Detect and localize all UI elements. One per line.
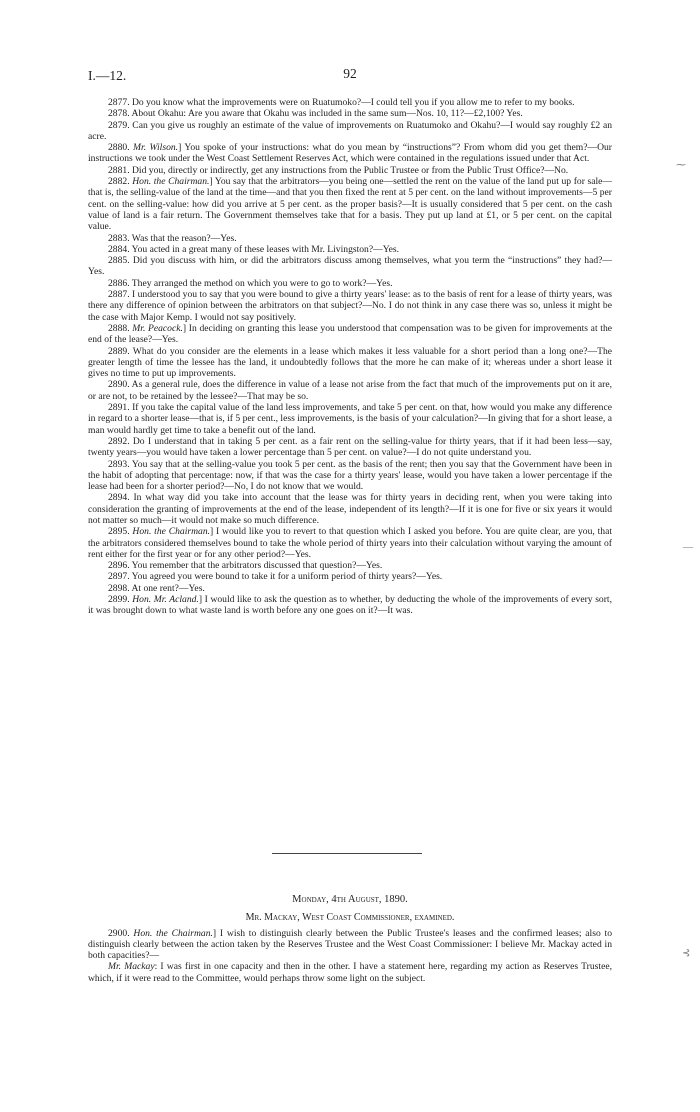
- qa-paragraph: 2885. Did you discuss with him, or did the arbitrators discuss among themselves, what you term the “instructions” they had?—Yes.: [88, 255, 612, 278]
- qa-paragraph: 2895. Hon. the Chairman.] I would like you to revert to that question which I asked you before. You are quite clear, are you, that the arbitrators considered themselves bound to take the whole period of thirty years into their calculation without varying the amount of rent either for the first year or for any other period?—Yes.: [88, 526, 612, 560]
- qa-paragraph: 2896. You remember that the arbitrators discussed that question?—Yes.: [108, 560, 383, 572]
- speaker-name: Mr. Peacock.: [132, 322, 183, 334]
- qa-paragraph: 2888. Mr. Peacock.] In deciding on granting this lease you understood that compensation was to be given for improvements at the end of the lease?—Yes.: [88, 322, 613, 346]
- qa-paragraph: 2883. Was that the reason?—Yes.: [108, 232, 237, 244]
- qa-paragraph: 2879. Can you give us roughly an estimate of the value of improvements on Ruatumoko and Okahu?—I would say roughly £2 an acre.: [88, 119, 612, 142]
- qa-paragraph: 2880. Mr. Wilson.] You spoke of your instructions: what do you mean by “instructions”? From whom did you get them?—Our instructions we took under the West Coast Settlement Reserves Act, which were contained in the regulations issued under that Act.: [88, 142, 613, 165]
- speaker-name: Mr. Mackay: [108, 961, 155, 973]
- running-head-left: I.—12.: [88, 68, 127, 83]
- qa-paragraph: 2899. Hon. Mr. Acland.] I would like to ask the question as to whether, by deducting the whole of the improvements of every sort, it was brought down to what waste land is worth before any one goes on it?—It was.: [88, 594, 612, 617]
- qa-paragraph: 2886. They arranged the method on which you were to go to work?—Yes.: [108, 277, 393, 289]
- new-session-section: [88, 894, 612, 984]
- speaker-name: Hon. the Chairman.: [132, 526, 211, 538]
- speaker-name: Hon. the Chairman.: [132, 176, 210, 188]
- session-body: [88, 928, 612, 984]
- margin-mark-middle: —: [683, 542, 693, 553]
- qa-paragraph: 2890. As a general rule, does the difference in value of a lease not arise from the fact that much of the improvements put on it are, or are not, to be retained by the lessee?—That may be so.: [88, 379, 612, 402]
- qa-paragraph: 2877. Do you know what the improvements were on Ruatumoko?—I could tell you if you allow me to refer to my books.: [108, 97, 575, 108]
- margin-mark-top: ⁓: [676, 160, 686, 171]
- qa-paragraph: 2892. Do I understand that in taking 5 per cent. as a fair rent on the selling-value for thirty years, that if it had been less—say, twenty years—you would have taken a lower percentage than 5 per cent. on value?—I do not quite understand you.: [88, 435, 612, 459]
- qa-paragraph: 2894. In what way did you take into account that the lease was for thirty years in deciding rent, when you were taking into consideration the granting of improvements at the end of the lease, independent of its length?—If it is one for five or six years it would not matter so much—it would not make so much difference.: [88, 492, 612, 526]
- qa-paragraph: 2891. If you take the capital value of the land less improvements, and take 5 per cent. on that, how would you make any difference in regard to a shorter lease—that is, if 5 per cent., less improvements, is the basis of your calculation?—In giving that for a short lease, a man would hardly get time to take a benefit out of the land.: [88, 402, 612, 436]
- speaker-name: Hon. Mr. Acland.: [132, 594, 199, 606]
- question-answer-body: [88, 97, 612, 617]
- qa-paragraph: Mr. Mackay: I was first in one capacity and then in the other. I have a statement here, regarding my action as Reserves Trustee, which, if it were read to the Committee, would perhaps throw some light on the subject.: [88, 961, 612, 984]
- qa-paragraph: 2887. I understood you to say that you were bound to give a thirty years' lease: as to the basis of rent for a lease of thirty years, was there any difference of opinion between the arbitrators on that subject?—No. I do not think in any case there was so, unless it might be the case with Major Kemp. I would not say positively.: [88, 289, 612, 323]
- speaker-name: Hon. the Chairman.: [133, 927, 213, 939]
- session-date: Monday, 4th August, 1890.: [292, 894, 408, 905]
- qa-paragraph: 2882. Hon. the Chairman.] You say that the arbitrators—you being one—settled the rent on the value of the land put up for sale—that is, the selling-value of the land at the time—and that you then fixed the rent at 5 per cent. on the land without improvements—5 per cent. on the selling-value: how did you arrive at 5 per cent. as the proper basis?—It is usually considered that 5 per cent. on the cash value of land is a fair return. The Government themselves take that for a basis. They put up land at £1, or 5 per cent. on the capital value.: [88, 176, 613, 233]
- qa-paragraph: 2897. You agreed you were bound to take it for a uniform period of thirty years?—Yes.: [108, 571, 443, 583]
- section-divider-rule: [272, 853, 422, 854]
- qa-paragraph: 2878. About Okahu: Are you aware that Okahu was included in the same sum—Nos. 10, 11?—£2,100? Yes.: [108, 108, 523, 120]
- qa-paragraph: 2881. Did you, directly or indirectly, get any instructions from the Public Trustee or from the Public Trust Office?—No.: [108, 164, 569, 176]
- qa-paragraph: 2884. You acted in a great many of these leases with Mr. Livingston?—Yes.: [108, 243, 400, 255]
- witness-line: Mr. Mackay, West Coast Commissioner, examined.: [245, 912, 455, 924]
- margin-mark-bottom: ⊰: [682, 948, 691, 959]
- qa-paragraph: 2900. Hon. the Chairman.] I wish to distinguish clearly between the Public Trustee's leases and the confirmed leases; also to distinguish clearly between the action taken by the Reserves Trustee and the West Coast Commissioner: I believe Mr. Mackay acted in both capacities?—: [88, 927, 613, 962]
- qa-paragraph: 2898. At one rent?—Yes.: [108, 582, 205, 594]
- page-number: 92: [343, 66, 357, 81]
- speaker-name: Mr. Wilson.: [133, 142, 179, 154]
- qa-paragraph: 2893. You say that at the selling-value you took 5 per cent. as the basis of the rent; then you say that the Government have been in the habit of adopting that percentage: now, if that was the case for a thirty years' lease, would you have taken a lower percentage if the lease had been for a shorter period?—No, I do not know that we would.: [88, 458, 612, 493]
- qa-paragraph: 2889. What do you consider are the elements in a lease which makes it less valuable for a short period than a long one?—The greater length of time the lessee has the land, it undoubtedly follows that the more he can make of it; whereas under a short lease it gives no time to put up improvements.: [88, 345, 612, 380]
